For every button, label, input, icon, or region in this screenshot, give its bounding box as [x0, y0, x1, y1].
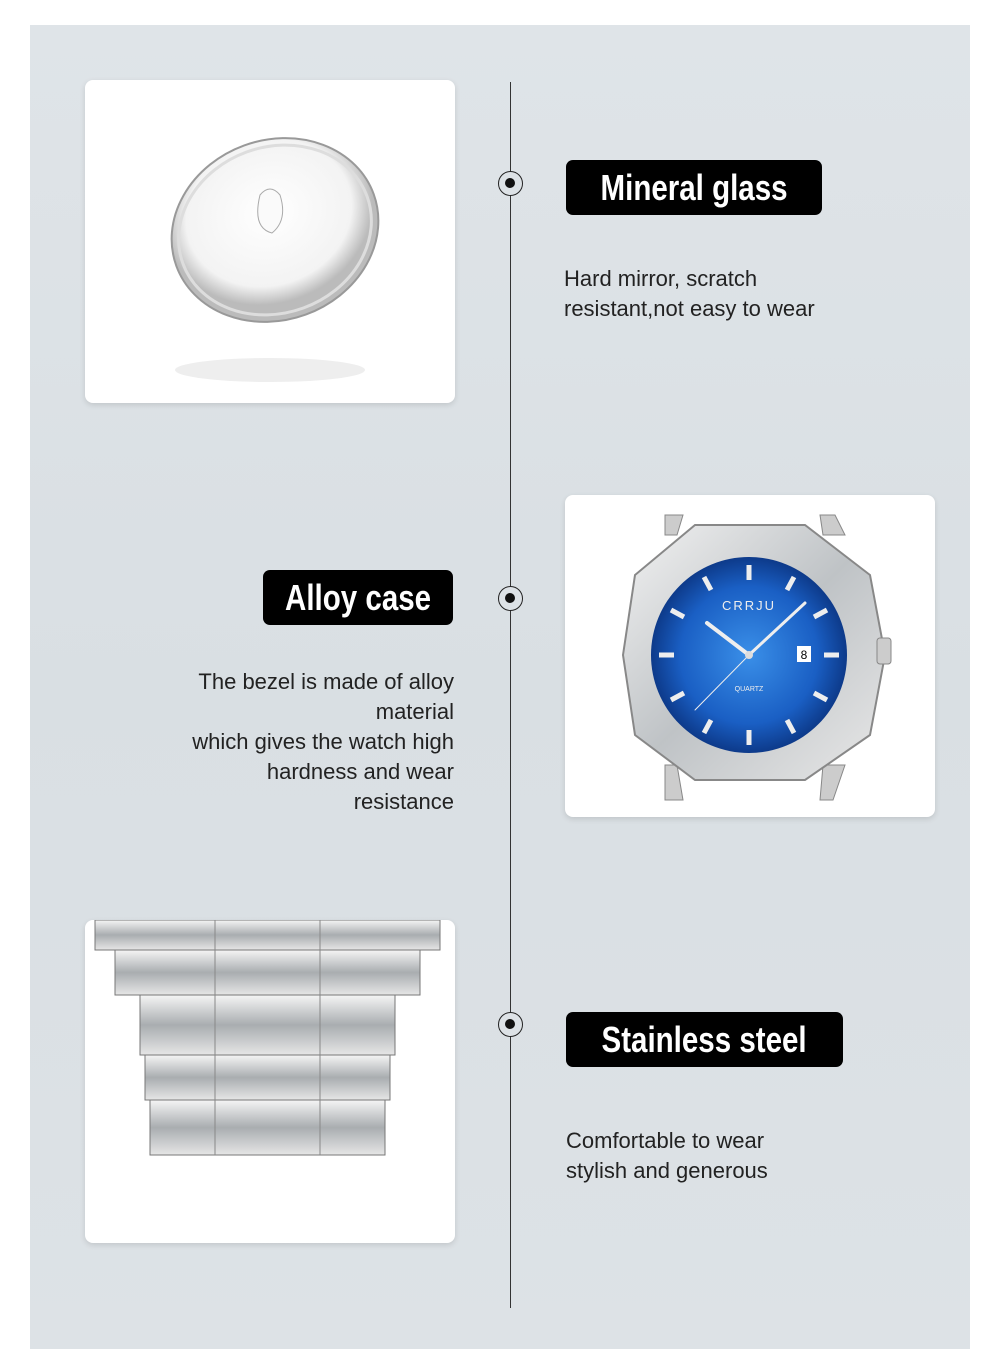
description-line: hardness and wear — [266, 759, 454, 784]
description-line: The bezel is made of alloy — [198, 669, 454, 694]
mineral-glass-image — [85, 80, 455, 403]
feature-title-mineral-glass: Mineral glass — [566, 160, 822, 215]
timeline-marker-icon — [498, 1012, 523, 1037]
feature-description-mineral-glass — [564, 264, 815, 324]
description-line: which gives the watch high — [192, 729, 454, 754]
description-line: material — [375, 699, 454, 724]
description-line: resistant,not easy to wear — [564, 296, 815, 321]
feature-description-alloy-case — [192, 667, 454, 817]
description-line: Comfortable to wear — [566, 1128, 765, 1153]
description-line: Hard mirror, scratch — [564, 266, 758, 291]
watch-image — [565, 495, 935, 817]
description-line: resistance — [353, 789, 454, 814]
feature-title-alloy-case: Alloy case — [263, 570, 453, 625]
date-window: 8 — [800, 648, 808, 662]
dial-text: QUARTZ — [734, 686, 764, 693]
feature-title-stainless-steel: Stainless steel — [566, 1012, 843, 1067]
timeline-line — [510, 82, 511, 1308]
bracelet-image — [85, 920, 455, 1243]
brand-logo: CRRJU — [721, 598, 777, 613]
steel-bracelet-icon — [85, 920, 455, 1243]
glass-lens-icon — [85, 80, 455, 403]
watch-icon — [565, 495, 935, 817]
timeline-marker-icon — [498, 171, 523, 196]
timeline-marker-icon — [498, 586, 523, 611]
feature-description-stainless-steel — [566, 1126, 768, 1186]
description-line: stylish and generous — [566, 1158, 768, 1183]
